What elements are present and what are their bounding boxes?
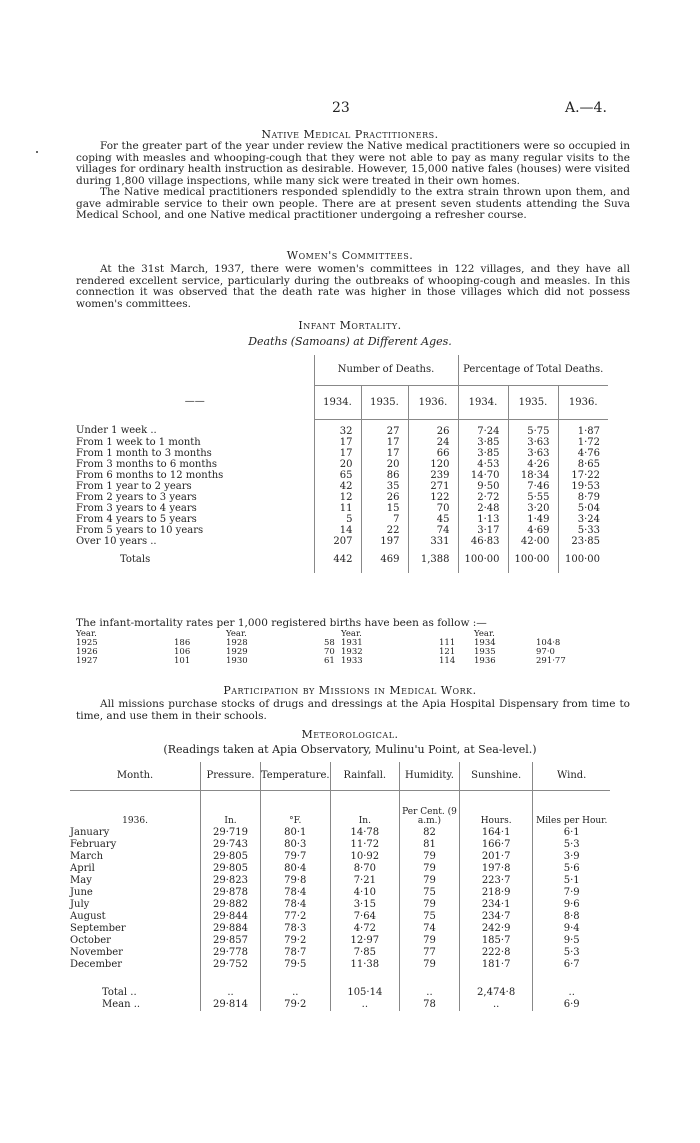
met-value: 75	[400, 910, 460, 922]
met-value: 5·3	[533, 946, 610, 958]
table-row	[70, 946, 610, 958]
met-value: 75	[400, 886, 460, 898]
missions-text	[76, 699, 630, 722]
rates-row	[76, 648, 236, 657]
met-unit-label: In.	[330, 790, 399, 826]
deaths-group-header: Number of Deaths.	[314, 355, 458, 385]
totals-row	[76, 547, 608, 573]
age-group-label: Over 10 years ..	[76, 535, 157, 547]
rates-year: 1932	[341, 647, 363, 657]
percentage-value: 7·24	[458, 419, 508, 437]
met-value: 29·743	[201, 838, 261, 850]
met-value: 8·70	[330, 862, 399, 874]
missions-heading: Participation by Missions in Medical Work.	[223, 684, 477, 697]
rates-value: 186	[174, 638, 191, 648]
deaths-value: 42	[314, 481, 361, 492]
rates-year: 1934	[474, 638, 496, 648]
met-value: 79	[400, 958, 460, 970]
percentage-value: 18·34	[508, 470, 558, 481]
percentage-value: 2·48	[458, 503, 508, 514]
met-value: 29·884	[201, 922, 261, 934]
deaths-value: 331	[408, 536, 458, 547]
met-value: 197·8	[459, 862, 533, 874]
rates-year: 1933	[341, 656, 363, 666]
missions-paragraph: All missions purchase stocks of drugs and dressings at the Apia Hospital Dispensary from time to time, and use them in their schools.	[76, 698, 630, 722]
margin-mark	[36, 151, 38, 153]
table-row	[76, 503, 608, 514]
met-value: 74	[400, 922, 460, 934]
native-medical-text	[76, 141, 630, 222]
met-unit-label: 1936.	[122, 816, 148, 826]
totals-deaths-value: 469	[361, 547, 408, 573]
met-value: 10·92	[330, 850, 399, 862]
met-value: 79·2	[260, 934, 330, 946]
deaths-value: 120	[408, 459, 458, 470]
month-label: December	[70, 958, 123, 970]
met-column-header: Humidity.	[400, 762, 460, 790]
met-column-header: Wind.	[533, 762, 610, 790]
met-value: 29·857	[201, 934, 261, 946]
age-group-label: From 1 week to 1 month	[76, 436, 201, 448]
met-value: 29·778	[201, 946, 261, 958]
womens-committees-paragraph: At the 31st March, 1937, there were women's committees in 122 villages, and they have all rendered excellent service, particularly during the outbreaks of whooping-cough and measles. In this connection it was observed that the death rate was higher in those villages which did not possess women's committees.	[76, 263, 630, 310]
met-column-header: Month.	[70, 762, 201, 790]
deaths-value: 239	[408, 470, 458, 481]
percentage-value: 42·00	[508, 536, 558, 547]
rates-value: 111	[439, 638, 456, 648]
deaths-value: 14	[314, 525, 361, 536]
met-value: 3·15	[330, 898, 399, 910]
met-value: 79·7	[260, 850, 330, 862]
met-value: 222·8	[459, 946, 533, 958]
age-group-label: From 2 years to 3 years	[76, 491, 197, 503]
deaths-value: 24	[408, 437, 458, 448]
rates-value: 97·0	[536, 647, 555, 657]
deaths-value: 86	[361, 470, 408, 481]
met-total-value: ..	[400, 970, 460, 998]
met-value: 77	[400, 946, 460, 958]
percentage-value: 3·85	[458, 437, 508, 448]
met-value: 79·5	[260, 958, 330, 970]
met-value: 7·85	[330, 946, 399, 958]
rates-year: 1931	[341, 638, 363, 648]
year-header: 1934.	[458, 385, 508, 419]
table-row	[76, 470, 608, 481]
year-header: 1936.	[408, 385, 458, 419]
rates-year: 1927	[76, 656, 98, 666]
met-value: 5·1	[533, 874, 610, 886]
percentage-value: 5·04	[558, 503, 608, 514]
table-row	[76, 492, 608, 503]
percentage-value: 3·85	[458, 448, 508, 459]
percentage-value: 3·24	[558, 514, 608, 525]
rates-column	[474, 630, 634, 666]
met-value: 78·4	[260, 898, 330, 910]
percentage-value: 3·20	[508, 503, 558, 514]
age-group-label: From 1 year to 2 years	[76, 480, 192, 492]
deaths-value: 45	[408, 514, 458, 525]
percentage-value: 7·46	[508, 481, 558, 492]
percentage-value: 23·85	[558, 536, 608, 547]
deaths-value: 12	[314, 492, 361, 503]
deaths-value: 11	[314, 503, 361, 514]
met-value: 218·9	[459, 886, 533, 898]
year-header: 1934.	[314, 385, 361, 419]
percentage-value: 2·72	[458, 492, 508, 503]
rates-year-label: Year.	[341, 629, 362, 639]
met-value: 80·1	[260, 826, 330, 838]
deaths-value: 35	[361, 481, 408, 492]
age-group-label: From 5 years to 10 years	[76, 524, 204, 536]
met-mean-label: Mean ..	[102, 999, 141, 1010]
month-label: April	[70, 862, 95, 874]
rates-value: 101	[174, 656, 191, 666]
year-header: 1935.	[508, 385, 558, 419]
met-value: 80·4	[260, 862, 330, 874]
table-row	[70, 826, 610, 838]
year-header: 1936.	[558, 385, 608, 419]
percentage-value: 1·72	[558, 437, 608, 448]
meteorological-subheading: (Readings taken at Apia Observatory, Mulinu'u Point, at Sea-level.)	[163, 743, 537, 756]
met-value: 7·64	[330, 910, 399, 922]
infant-mortality-table	[76, 355, 608, 573]
deaths-value: 20	[361, 459, 408, 470]
deaths-value: 17	[314, 437, 361, 448]
rates-value: 291·77	[536, 656, 566, 666]
met-value: 4·72	[330, 922, 399, 934]
table-row	[76, 459, 608, 470]
met-value: 79	[400, 862, 460, 874]
table-row	[70, 886, 610, 898]
percentage-value: 19·53	[558, 481, 608, 492]
met-mean-row	[70, 998, 610, 1011]
percentage-value: 1·87	[558, 419, 608, 437]
meteorological-table	[70, 762, 610, 1011]
rates-value: 121	[439, 647, 456, 657]
met-value: 29·805	[201, 850, 261, 862]
deaths-value: 17	[361, 448, 408, 459]
month-label: September	[70, 922, 126, 934]
met-value: 234·1	[459, 898, 533, 910]
month-label: July	[70, 898, 90, 910]
table-row	[76, 525, 608, 536]
met-value: 29·882	[201, 898, 261, 910]
deaths-value: 74	[408, 525, 458, 536]
met-column-header: Rainfall.	[330, 762, 399, 790]
age-group-label: From 6 months to 12 months	[76, 469, 224, 481]
met-value: 9·4	[533, 922, 610, 934]
table-row	[70, 922, 610, 934]
totals-deaths-value: 1,388	[408, 547, 458, 573]
met-value: 242·9	[459, 922, 533, 934]
percentage-value: 3·63	[508, 437, 558, 448]
deaths-value: 207	[314, 536, 361, 547]
met-value: 29·878	[201, 886, 261, 898]
rates-year: 1926	[76, 647, 98, 657]
table-row	[76, 481, 608, 492]
table-row	[76, 536, 608, 547]
rates-year: 1929	[226, 647, 248, 657]
table-row	[70, 934, 610, 946]
deaths-value: 5	[314, 514, 361, 525]
met-total-value: ..	[533, 970, 610, 998]
met-value: 29·805	[201, 862, 261, 874]
met-value: 9·5	[533, 934, 610, 946]
percentage-value: 1·49	[508, 514, 558, 525]
met-value: 29·823	[201, 874, 261, 886]
met-total-value: ..	[201, 970, 261, 998]
met-value: 78·4	[260, 886, 330, 898]
met-value: 11·72	[330, 838, 399, 850]
met-value: 9·6	[533, 898, 610, 910]
met-value: 29·719	[201, 826, 261, 838]
met-value: 12·97	[330, 934, 399, 946]
met-value: 81	[400, 838, 460, 850]
met-column-header: Temperature.	[260, 762, 330, 790]
met-unit-label: °F.	[260, 790, 330, 826]
percentage-value: 8·79	[558, 492, 608, 503]
met-total-label: Total ..	[102, 987, 137, 998]
table-row	[76, 514, 608, 525]
rates-year: 1936	[474, 656, 496, 666]
percentage-value: 5·55	[508, 492, 558, 503]
page-reference: A.—4.	[565, 100, 607, 116]
met-value: 7·9	[533, 886, 610, 898]
percentage-value: 5·33	[558, 525, 608, 536]
month-label: November	[70, 946, 123, 958]
deaths-value: 271	[408, 481, 458, 492]
met-value: 185·7	[459, 934, 533, 946]
infant-blank-header: ——	[184, 396, 205, 407]
met-value: 8·8	[533, 910, 610, 922]
percentage-value: 4·76	[558, 448, 608, 459]
met-unit-label: Per Cent. (9 a.m.)	[400, 790, 460, 826]
met-value: 79	[400, 898, 460, 910]
percentage-value: 3·17	[458, 525, 508, 536]
rates-year-label: Year.	[226, 629, 247, 639]
month-label: March	[70, 850, 104, 862]
rates-year-label: Year.	[474, 629, 495, 639]
percentage-value: 9·50	[458, 481, 508, 492]
rates-year: 1925	[76, 638, 98, 648]
deaths-value: 26	[361, 492, 408, 503]
percentage-value: 17·22	[558, 470, 608, 481]
met-value: 77·2	[260, 910, 330, 922]
rates-row	[76, 657, 236, 666]
month-label: August	[70, 910, 106, 922]
met-value: 14·78	[330, 826, 399, 838]
met-value: 78·3	[260, 922, 330, 934]
rates-year: 1935	[474, 647, 496, 657]
infant-rates-intro: The infant-mortality rates per 1,000 registered births have been as follow :—	[76, 617, 487, 629]
table-row	[70, 874, 610, 886]
met-value: 78·7	[260, 946, 330, 958]
deaths-value: 65	[314, 470, 361, 481]
totals-percentage-value: 100·00	[508, 547, 558, 573]
year-header: 1935.	[361, 385, 408, 419]
month-label: October	[70, 934, 111, 946]
native-medical-paragraph-2: The Native medical practitioners responded splendidly to the extra strain thrown upon them, and gave admirable service to their own people. There are at present seven students attending the Suva Medical School, and one Native medical practitioner undergoing a refresher course.	[76, 186, 630, 221]
met-units-row	[70, 790, 610, 826]
met-column-header: Pressure.	[201, 762, 261, 790]
table-row	[70, 958, 610, 970]
table-row	[70, 910, 610, 922]
rates-row	[76, 639, 236, 648]
met-value: 11·38	[330, 958, 399, 970]
deaths-value: 122	[408, 492, 458, 503]
totals-deaths-value: 442	[314, 547, 361, 573]
met-value: 79	[400, 874, 460, 886]
met-value: 164·1	[459, 826, 533, 838]
met-value: 201·7	[459, 850, 533, 862]
met-value: 5·6	[533, 862, 610, 874]
native-medical-paragraph-1: For the greater part of the year under review the Native medical practitioners were so occupied in coping with measles and whooping-cough that they were not able to pay as many regular visits to the villages for ordinary health instruction as desirable. However, 15,000 native fales (houses) were visited during 1,800 village inspections, while many sick were treated in their own homes.	[76, 140, 630, 187]
percentage-value: 4·69	[508, 525, 558, 536]
met-total-value: 105·14	[330, 970, 399, 998]
rates-value: 114	[439, 656, 456, 666]
age-group-label: From 1 month to 3 months	[76, 447, 212, 459]
table-row	[70, 898, 610, 910]
percentage-value: 14·70	[458, 470, 508, 481]
met-value: 4·10	[330, 886, 399, 898]
womens-committees-heading: Women's Committees.	[286, 249, 414, 262]
percentage-value: 3·63	[508, 448, 558, 459]
percentage-value: 4·53	[458, 459, 508, 470]
met-value: 7·21	[330, 874, 399, 886]
table-row	[70, 850, 610, 862]
deaths-value: 70	[408, 503, 458, 514]
met-unit-label: Miles per Hour.	[533, 790, 610, 826]
rates-value: 104·8	[536, 638, 561, 648]
table-row	[70, 862, 610, 874]
table-row	[76, 448, 608, 459]
met-value: 234·7	[459, 910, 533, 922]
met-value: 6·1	[533, 826, 610, 838]
met-total-row	[70, 970, 610, 998]
met-value: 223·7	[459, 874, 533, 886]
met-mean-value: ..	[459, 998, 533, 1011]
native-medical-heading: Native Medical Practitioners.	[261, 128, 439, 141]
table-row	[70, 838, 610, 850]
met-mean-value: 29·814	[201, 998, 261, 1011]
page-number: 23	[332, 100, 350, 116]
percentage-value: 1·13	[458, 514, 508, 525]
deaths-value: 22	[361, 525, 408, 536]
totals-percentage-value: 100·00	[558, 547, 608, 573]
met-value: 82	[400, 826, 460, 838]
met-value: 3·9	[533, 850, 610, 862]
met-value: 79	[400, 934, 460, 946]
deaths-value: 15	[361, 503, 408, 514]
met-value: 29·752	[201, 958, 261, 970]
totals-percentage-value: 100·00	[458, 547, 508, 573]
met-value: 5·3	[533, 838, 610, 850]
met-mean-value: ..	[330, 998, 399, 1011]
met-value: 80·3	[260, 838, 330, 850]
womens-committees-text	[76, 264, 630, 310]
met-value: 166·7	[459, 838, 533, 850]
totals-label: Totals	[120, 554, 151, 565]
deaths-value: 66	[408, 448, 458, 459]
percentage-group-header: Percentage of Total Deaths.	[458, 355, 608, 385]
met-value: 79	[400, 850, 460, 862]
deaths-value: 32	[314, 419, 361, 437]
rates-value: 70	[324, 647, 335, 657]
rates-year-label: Year.	[76, 629, 97, 639]
deaths-value: 27	[361, 419, 408, 437]
deaths-value: 17	[314, 448, 361, 459]
table-row	[76, 419, 608, 437]
met-header-row	[70, 762, 610, 790]
percentage-value: 8·65	[558, 459, 608, 470]
age-group-label: From 3 years to 4 years	[76, 502, 197, 514]
met-mean-value: 78	[400, 998, 460, 1011]
infant-mortality-subheading: Deaths (Samoans) at Different Ages.	[248, 335, 452, 348]
met-value: 181·7	[459, 958, 533, 970]
met-total-value: 2,474·8	[459, 970, 533, 998]
met-column-header: Sunshine.	[459, 762, 533, 790]
age-group-label: From 3 months to 6 months	[76, 458, 217, 470]
rates-value: 58	[324, 638, 335, 648]
deaths-value: 7	[361, 514, 408, 525]
rates-value: 61	[324, 656, 335, 666]
age-group-label: From 4 years to 5 years	[76, 513, 197, 525]
deaths-value: 20	[314, 459, 361, 470]
met-mean-value: 6·9	[533, 998, 610, 1011]
meteorological-heading: Meteorological.	[301, 728, 399, 741]
percentage-value: 4·26	[508, 459, 558, 470]
rates-value: 106	[174, 647, 191, 657]
met-total-value: ..	[260, 970, 330, 998]
met-mean-value: 79·2	[260, 998, 330, 1011]
met-value: 29·844	[201, 910, 261, 922]
percentage-value: 46·83	[458, 536, 508, 547]
rates-year: 1928	[226, 638, 248, 648]
month-label: February	[70, 838, 117, 850]
month-label: June	[70, 886, 93, 898]
month-label: May	[70, 874, 92, 886]
age-group-label: Under 1 week ..	[76, 425, 157, 437]
month-label: January	[70, 826, 110, 838]
rates-year: 1930	[226, 656, 248, 666]
infant-mortality-heading: Infant Mortality.	[298, 319, 402, 332]
deaths-value: 26	[408, 419, 458, 437]
deaths-value: 197	[361, 536, 408, 547]
percentage-value: 5·75	[508, 419, 558, 437]
table-row	[76, 437, 608, 448]
met-unit-label: Hours.	[459, 790, 533, 826]
rates-column	[76, 630, 236, 666]
met-value: 79·8	[260, 874, 330, 886]
met-value: 6·7	[533, 958, 610, 970]
rates-row	[474, 657, 634, 666]
met-unit-label: In.	[201, 790, 261, 826]
deaths-value: 17	[361, 437, 408, 448]
